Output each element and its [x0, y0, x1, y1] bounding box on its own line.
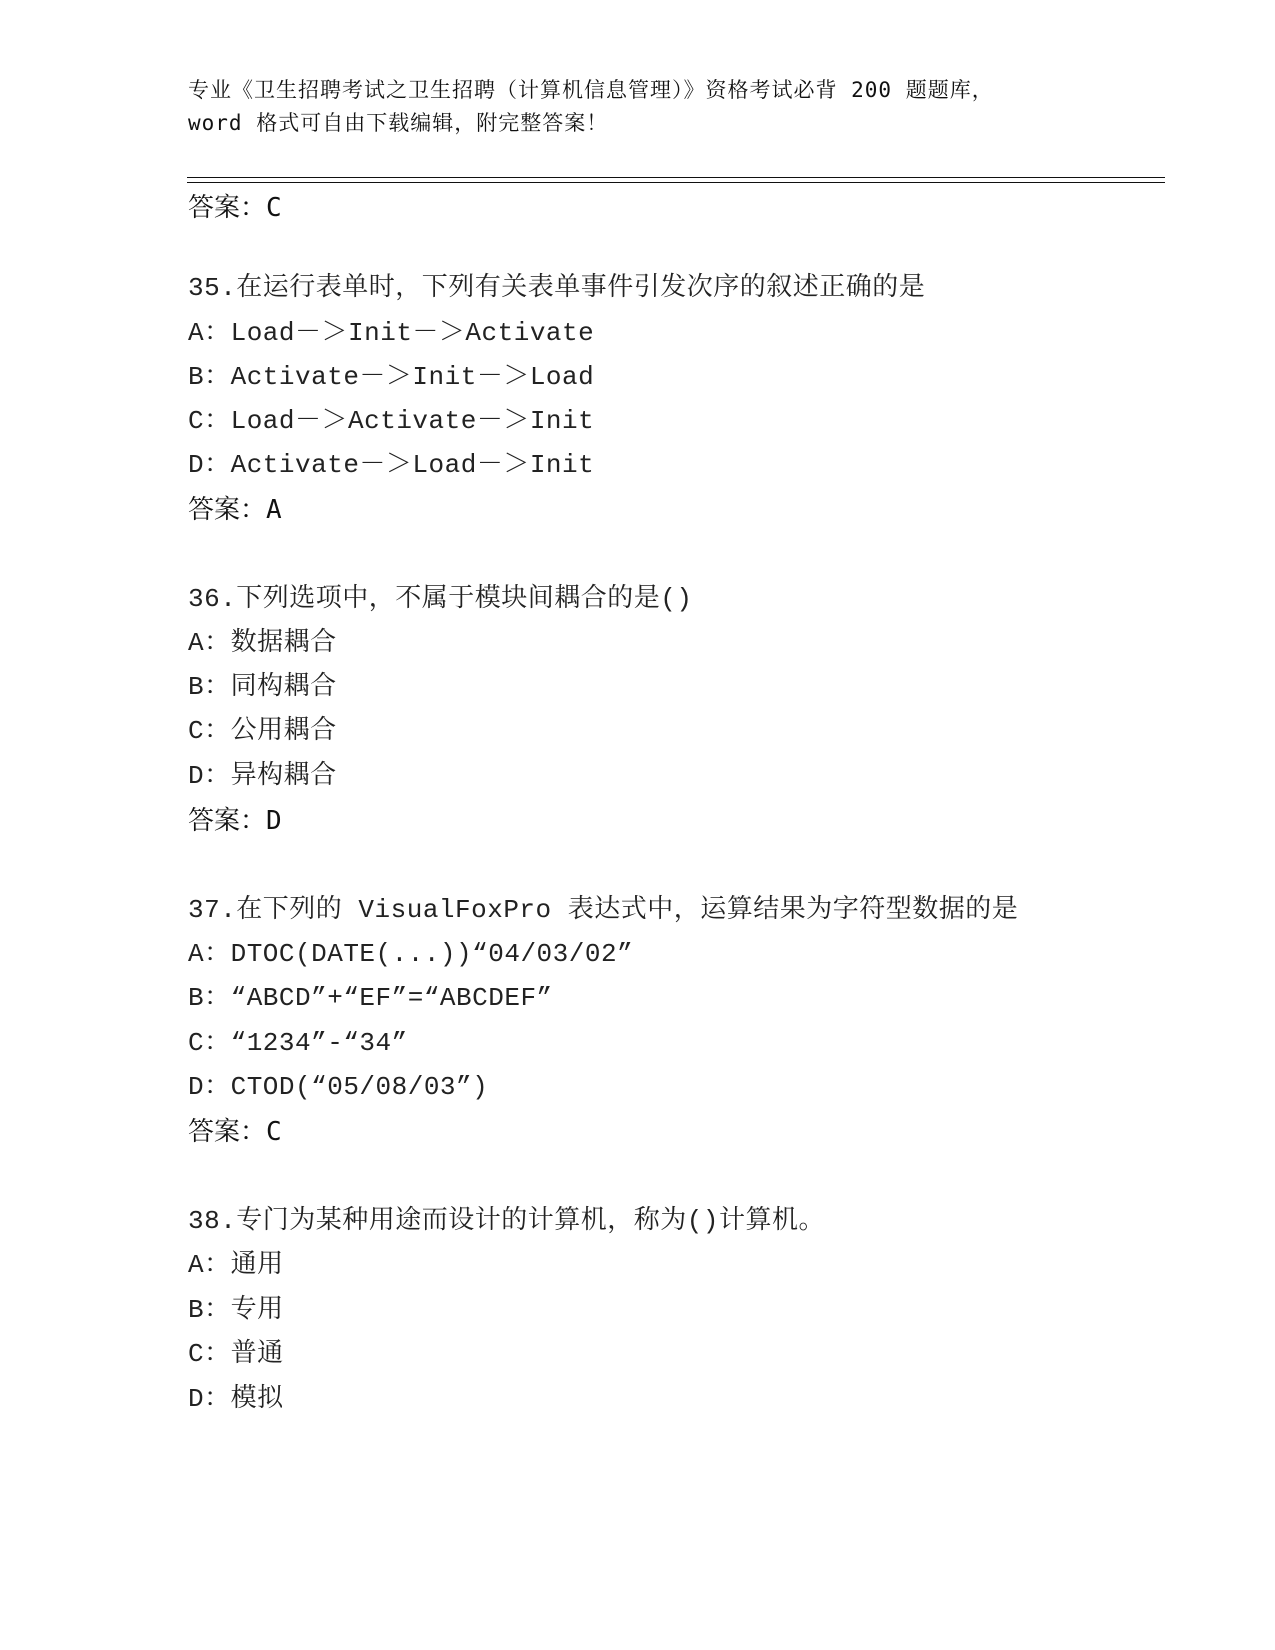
question-38-option-c: C：普通 — [188, 1339, 284, 1369]
question-35-stem: 35.在运行表单时，下列有关表单事件引发次序的叙述正确的是 — [188, 273, 926, 303]
question-36-answer: 答案：D — [188, 806, 282, 836]
previous-answer: 答案：C — [188, 193, 282, 223]
header-line-2: word 格式可自由下载编辑，附完整答案！ — [188, 111, 609, 135]
question-37-option-a: A：DTOC(DATE(...))“04/03/02” — [188, 939, 634, 969]
header-line-1: 专业《卫生招聘考试之卫生招聘（计算机信息管理）》资格考试必背 200 题题库， — [188, 78, 994, 102]
question-37-stem: 37.在下列的 VisualFoxPro 表达式中，运算结果为字符型数据的是 — [188, 895, 1019, 925]
question-35-option-b: B：Activate－＞Init－＞Load — [188, 362, 595, 392]
question-36-option-c: C：公用耦合 — [188, 716, 337, 746]
question-35-option-c: C：Load－＞Activate－＞Init — [188, 406, 595, 436]
question-37-option-c: C：“1234”-“34” — [188, 1028, 408, 1058]
question-36-option-d: D：异构耦合 — [188, 761, 337, 791]
question-38-option-b: B：专用 — [188, 1295, 284, 1325]
question-38-option-a: A：通用 — [188, 1250, 284, 1280]
question-38-option-d: D：模拟 — [188, 1384, 284, 1414]
question-35-answer: 答案：A — [188, 495, 282, 525]
question-37-option-d: D：CTOD(“05/08/03”) — [188, 1072, 489, 1102]
header-divider-bottom — [187, 182, 1165, 183]
question-37-answer: 答案：C — [188, 1117, 282, 1147]
question-35-option-a: A：Load－＞Init－＞Activate — [188, 318, 595, 348]
header-divider-top — [187, 177, 1165, 178]
question-37-option-b: B：“ABCD”+“EF”=“ABCDEF” — [188, 983, 553, 1013]
question-35-option-d: D：Activate－＞Load－＞Init — [188, 450, 595, 480]
question-36-stem: 36.下列选项中，不属于模块间耦合的是() — [188, 584, 693, 614]
question-38-stem: 38.专门为某种用途而设计的计算机，称为()计算机。 — [188, 1206, 826, 1236]
document-header — [188, 74, 1088, 140]
question-36-option-b: B：同构耦合 — [188, 672, 337, 702]
question-36-option-a: A：数据耦合 — [188, 628, 337, 658]
